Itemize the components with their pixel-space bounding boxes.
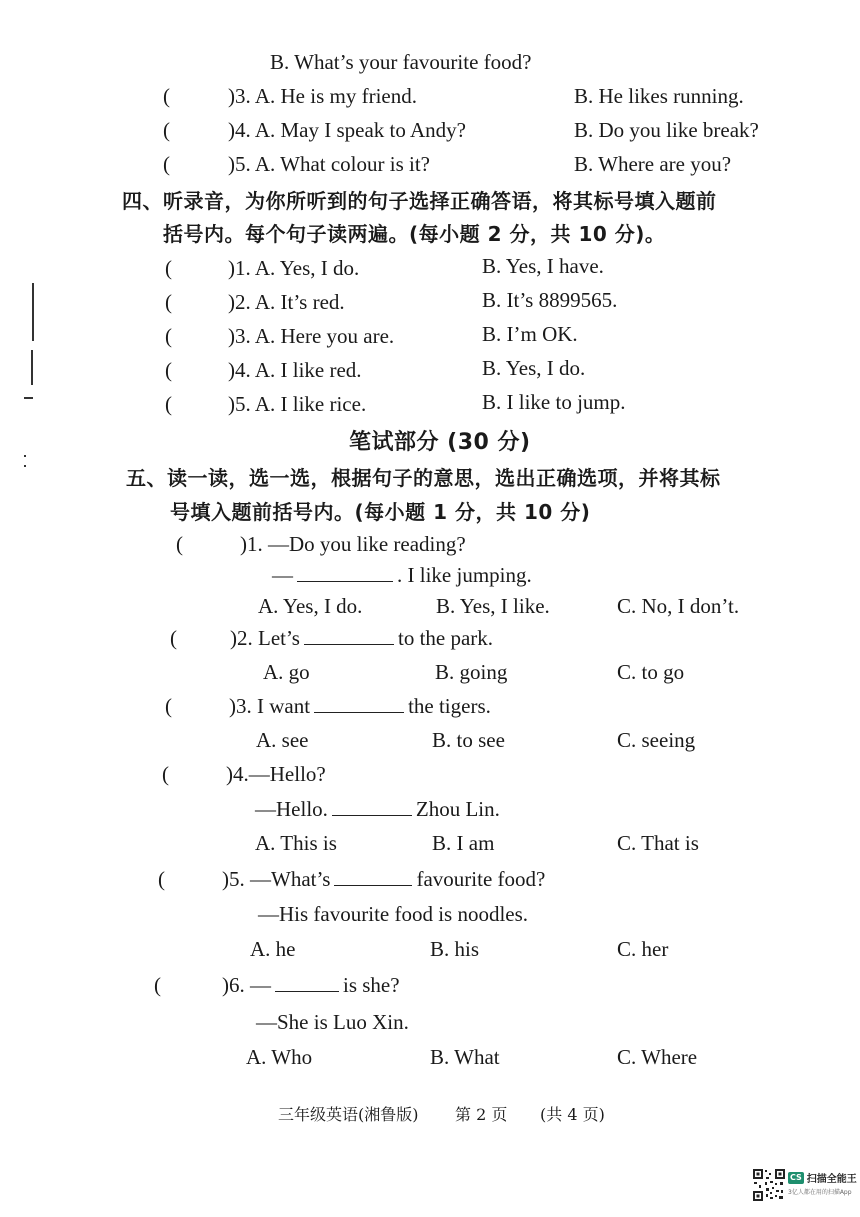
- choice-c: C. to go: [617, 660, 685, 684]
- choice-b: B. Yes, I like.: [436, 594, 550, 618]
- answer-paren: (: [165, 694, 172, 718]
- answer-paren: (: [165, 324, 172, 348]
- option-b: B. Yes, I do.: [482, 356, 586, 380]
- answer-blank: [275, 990, 339, 992]
- question-stem: )4.—Hello?: [226, 762, 326, 786]
- answer-blank: [334, 884, 412, 886]
- question-stem: [222, 867, 545, 892]
- choice-b: B. I am: [432, 831, 495, 855]
- answer-paren: (: [165, 256, 172, 280]
- choice-c: C. That is: [617, 831, 699, 855]
- question-option-a: )4. A. I like red.: [228, 358, 362, 382]
- question-option-a: )3. A. Here you are.: [228, 324, 395, 348]
- answer-paren: (: [163, 84, 170, 108]
- question-line: [255, 797, 500, 822]
- question-option-a: )2. A. It’s red.: [228, 290, 345, 314]
- option-b: B. I’m OK.: [482, 322, 578, 346]
- footer-page: 第 2 页: [455, 1105, 508, 1124]
- dialogue-text: Zhou Lin.: [415, 797, 500, 821]
- choice-a: A. see: [256, 728, 309, 752]
- dialogue-text: —She is Luo Xin.: [256, 1010, 409, 1034]
- option-b: B. Yes, I have.: [482, 254, 604, 278]
- choice-a: A. This is: [255, 831, 337, 855]
- scanner-logo: CS: [790, 1172, 802, 1182]
- written-part-heading: 笔试部分 (30 分): [349, 430, 531, 455]
- answer-paren: (: [165, 358, 172, 382]
- qr-code-icon: [752, 1168, 786, 1202]
- answer-blank: [304, 643, 394, 645]
- choice-c: C. Where: [617, 1045, 698, 1069]
- question-option-a: )4. A. May I speak to Andy?: [228, 118, 466, 142]
- option-b: B. Where are you?: [574, 152, 732, 176]
- option-b: B. I like to jump.: [482, 390, 626, 414]
- stem-text: )5. —What’s: [222, 867, 331, 891]
- dialogue-text: —Hello.: [255, 797, 328, 821]
- choice-c: C. seeing: [617, 728, 696, 752]
- question-stem: [222, 973, 400, 998]
- stem-text: favourite food?: [416, 867, 546, 891]
- answer-blank: [332, 814, 412, 816]
- question-stem: [230, 626, 493, 651]
- margin-line: [31, 350, 33, 385]
- choice-b: B. to see: [432, 728, 505, 752]
- section-title: 五、读一读，选一选，根据句子的意思，选出正确选项，并将其标: [126, 466, 721, 490]
- question-option-a: )3. A. He is my friend.: [228, 84, 417, 108]
- choice-a: A. Yes, I do.: [258, 594, 363, 618]
- scanner-tagline: 3亿人都在用的扫描App: [788, 1189, 852, 1196]
- answer-blank: [314, 711, 404, 713]
- stem-text: the tigers.: [408, 694, 491, 718]
- question-stem: )1. —Do you like reading?: [240, 532, 466, 556]
- choice-b: B. going: [435, 660, 508, 684]
- stem-text: is she?: [343, 973, 400, 997]
- margin-tick: [24, 397, 33, 399]
- choice-a: A. Who: [246, 1045, 313, 1069]
- answer-paren: (: [170, 626, 177, 650]
- choice-a: A. go: [263, 660, 310, 684]
- answer-paren: (: [165, 290, 172, 314]
- option-b: B. It’s 8899565.: [482, 288, 618, 312]
- answer-paren: (: [163, 118, 170, 142]
- footer-subject: 三年级英语(湘鲁版): [278, 1105, 419, 1124]
- answer-paren: (: [176, 532, 183, 556]
- answer-paren: (: [162, 762, 169, 786]
- stem-text: )6. —: [222, 973, 271, 997]
- question-line: [272, 563, 532, 588]
- dialogue-text: —His favourite food is noodles.: [258, 902, 529, 926]
- answer-paren: (: [163, 152, 170, 176]
- footer-total: (共 4 页): [540, 1105, 605, 1124]
- choice-a: A. he: [250, 937, 296, 961]
- scanner-watermark: [788, 1170, 857, 1196]
- choice-b: B. What: [430, 1045, 500, 1069]
- section-title: 号填入题前括号内。(每小题 1 分，共 10 分): [170, 500, 591, 524]
- answer-blank: [297, 580, 393, 582]
- answer-paren: (: [158, 867, 165, 891]
- choice-c: C. her: [617, 937, 669, 961]
- margin-dot: [24, 455, 26, 457]
- question-option-a: )5. A. What colour is it?: [228, 152, 430, 176]
- answer-paren: (: [154, 973, 161, 997]
- section-title: 四、听录音，为你所听到的句子选择正确答语，将其标号填入题前: [122, 189, 717, 213]
- question-stem: [229, 694, 491, 719]
- answer-paren: (: [165, 392, 172, 416]
- margin-line: [32, 283, 34, 341]
- option-b: B. Do you like break?: [574, 118, 759, 142]
- stem-text: )3. I want: [229, 694, 311, 718]
- stem-text: )2. Let’s: [230, 626, 300, 650]
- question-option-a: )1. A. Yes, I do.: [228, 256, 360, 280]
- choice-c: C. No, I don’t.: [617, 594, 740, 618]
- question-option-a: )5. A. I like rice.: [228, 392, 367, 416]
- option-b: B. What’s your favourite food?: [270, 50, 532, 74]
- dialogue-dash: —: [272, 563, 293, 587]
- stem-text: to the park.: [397, 626, 494, 650]
- scanner-name: 扫描全能王: [806, 1174, 857, 1185]
- margin-dot: [24, 465, 26, 467]
- section-title: 括号内。每个句子读两遍。(每小题 2 分，共 10 分)。: [163, 222, 666, 246]
- dialogue-text: . I like jumping.: [397, 563, 532, 587]
- option-b: B. He likes running.: [574, 84, 744, 108]
- choice-b: B. his: [430, 937, 480, 961]
